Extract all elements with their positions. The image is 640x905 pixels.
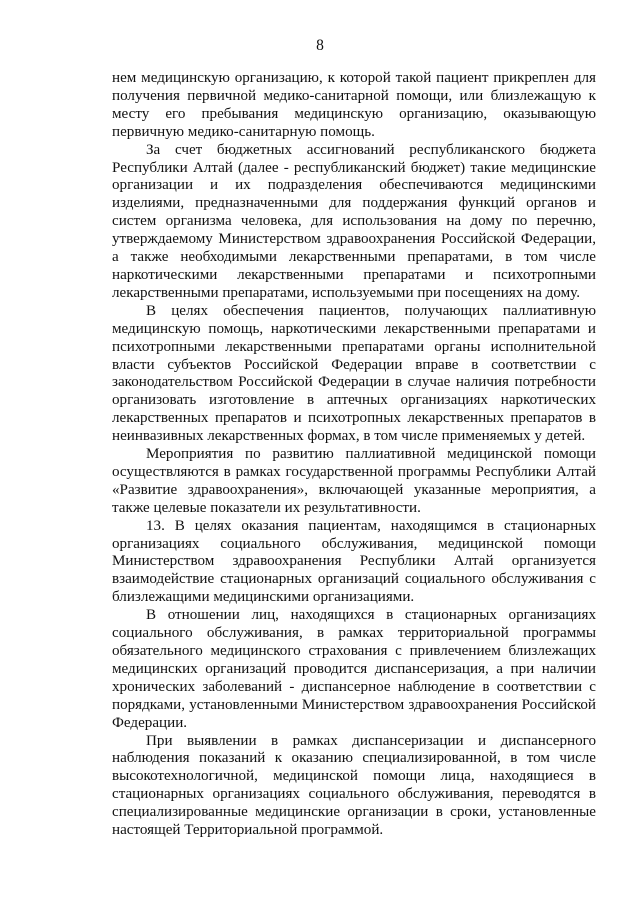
paragraph-specialized-care: При выявлении в рамках диспансеризации и диспансерного наблюдения показаний к оказанию специализированной, в том числе высокотехнологичной, медицинской помощи лица, находящиеся в стационарных организациях социального обслуживания, переводятся в специализированные медицинские организации в сроки, установленные настоящей Территориальной программой. <box>112 732 596 839</box>
paragraph-continuation: нем медицинскую организацию, к которой такой пациент прикреплен для получения первичной медико-санитарной помощи, или близлежащую к месту его пребывания медицинскую организацию, оказывающую первичную медико-санитарную помощь. <box>112 70 596 140</box>
paragraph-dispensary: В отношении лиц, находящихся в стационарных организациях социального обслуживания, в рамках территориальной программы обязательного медицинского страхования с привлечением близлежащих медицинских организаций проводится диспансеризация, а при наличии хронических заболеваний - диспансерное наблюдение в соответствии с порядками, установленными Министерством здравоохранения Российской Федерации. <box>112 607 596 731</box>
paragraph-item-13: 13. В целях оказания пациентам, находящимся в стационарных организациях социального обслуживания, медицинской помощи Министерством здравоохранения Республики Алтай организуется взаимодействие стационарных организаций социального обслуживания с близлежащими медицинскими организациями. <box>112 517 596 606</box>
paragraph-palliative-program: Мероприятия по развитию паллиативной медицинской помощи осуществляются в рамках государственной программы Республики Алтай «Развитие здравоохранения», включающей указанные мероприятия, а также целевые показатели их результативности. <box>112 446 596 516</box>
document-body <box>112 70 596 840</box>
paragraph-narcotic-drugs: В целях обеспечения пациентов, получающих паллиативную медицинскую помощь, наркотическими лекарственными препаратами и психотропными лекарственными препаратами органы исполнительной власти субъектов Российской Федерации вправе в соответствии с законодательством Российской Федерации в случае наличия потребности организовать изготовление в аптечных организациях наркотических лекарственных препаратов и психотропных лекарственных препаратов в неинвазивных лекарственных формах, в том числе применяемых у детей. <box>112 302 596 445</box>
paragraph-budget-funding: За счет бюджетных ассигнований республиканского бюджета Республики Алтай (далее - республиканский бюджет) такие медицинские организации и их подразделения обеспечиваются медицинскими изделиями, предназначенными для поддержания функций органов и систем организма человека, для использования на дому по перечню, утверждаемому Министерством здравоохранения Российской Федерации, а также необходимыми лекарственными препаратами, в том числе наркотическими лекарственными препаратами и психотропными лекарственными препаратами, используемыми при посещениях на дому. <box>112 141 596 301</box>
page-number: 8 <box>316 37 324 54</box>
